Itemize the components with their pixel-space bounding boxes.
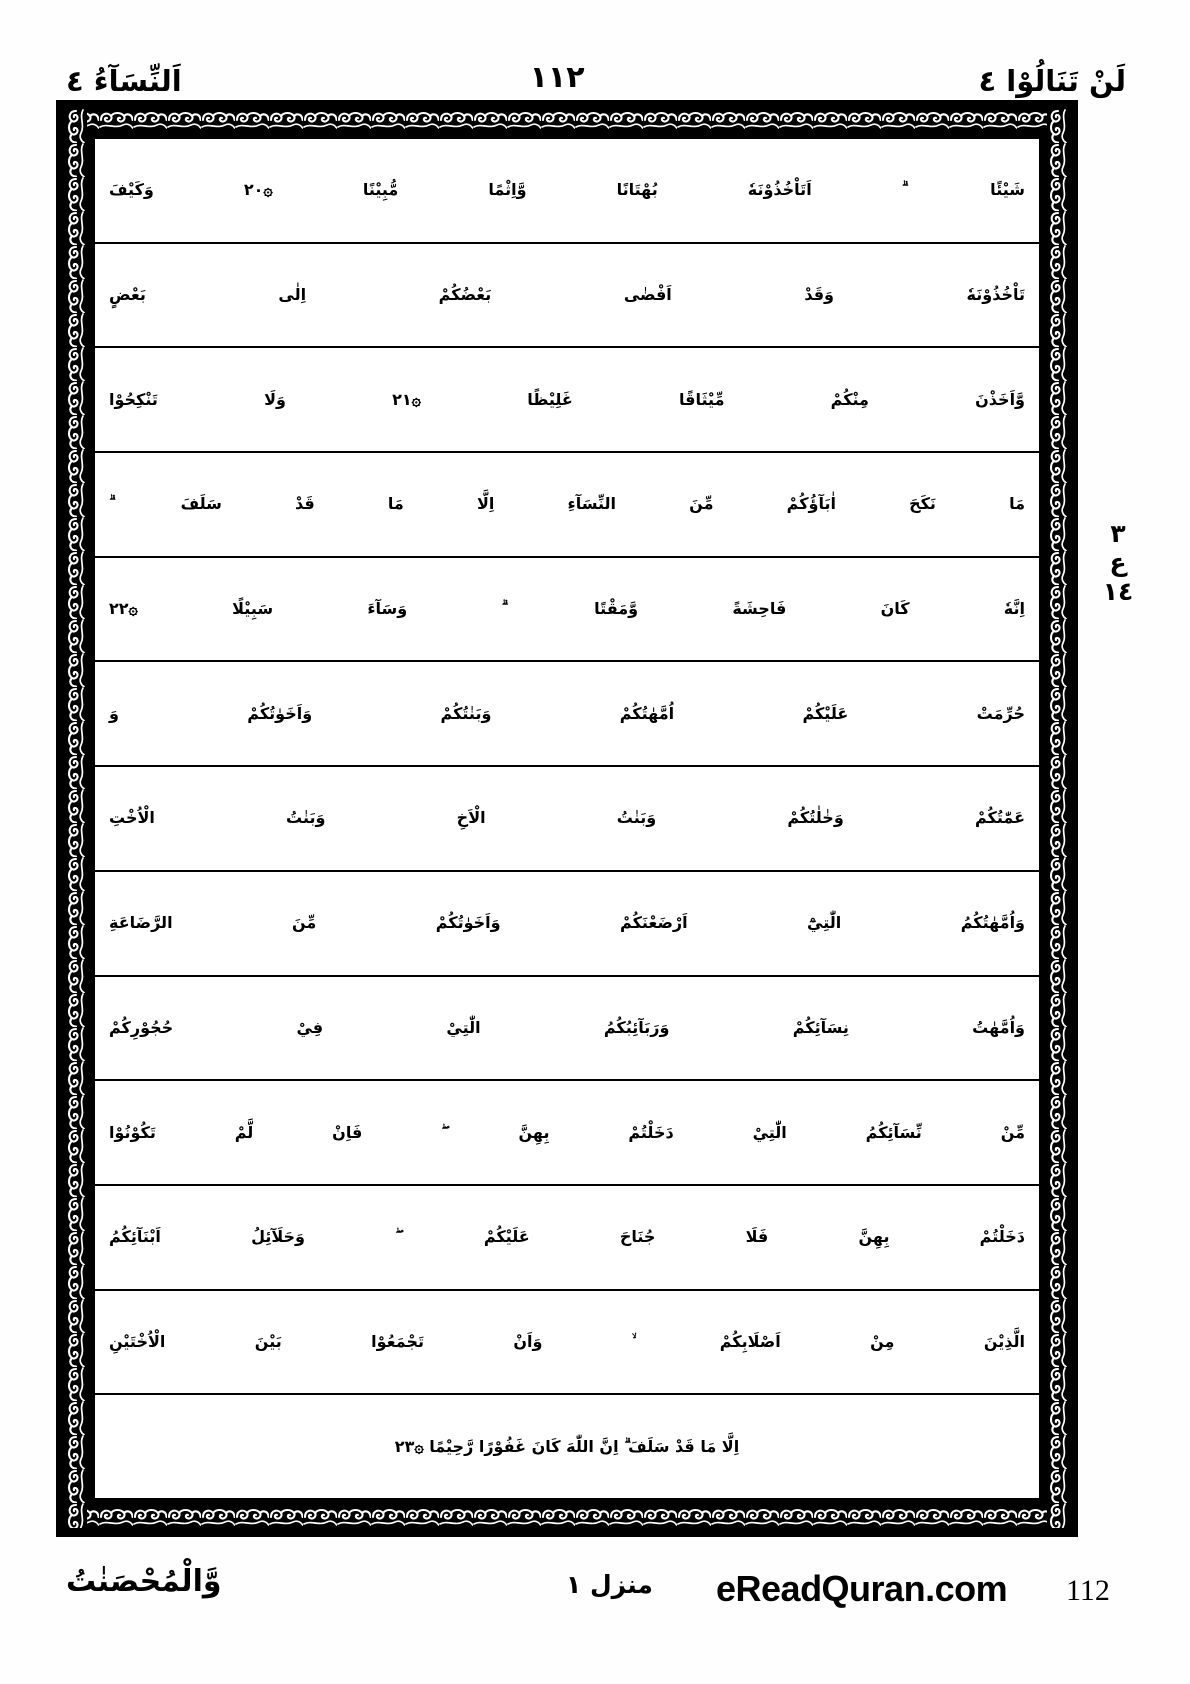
ayah-line xyxy=(95,1186,1039,1291)
ayah-line xyxy=(95,1395,1039,1498)
ayah-line xyxy=(95,453,1039,558)
footer-site-name: eReadQuran.com xyxy=(716,1568,1008,1609)
ayah-line xyxy=(95,558,1039,663)
page-border-frame xyxy=(56,100,1078,1537)
page-header xyxy=(60,34,1130,96)
ayah-line-text: دَخَلْتُمْ بِهِنَّ فَلَا جُنَاحَ عَلَيْكُمْ ۖ وَحَلَآئِلُ اَبْنَآئِكُمُ xyxy=(109,1227,1025,1247)
ayah-line xyxy=(95,348,1039,453)
ayah-line xyxy=(95,767,1039,872)
ayah-line-text: مِّنْ نِّسَآئِكُمُ الّٰتِيْ دَخَلْتُمْ بِهِنَّ ۖ فَاِنْ لَّمْ تَكُوْنُوْا xyxy=(109,1122,1025,1142)
ornamental-band xyxy=(65,109,1069,1528)
ayah-line-text: تَاْخُذُوْنَهٗ وَقَدْ اَفْضٰى بَعْضُكُمْ اِلٰى بَعْضٍ xyxy=(109,285,1025,305)
ayah-line-text: حُرِّمَتْ عَلَيْكُمْ اُمَّهٰتُكُمْ وَبَنٰتُكُمْ وَاَخَوٰتُكُمْ وَ xyxy=(109,703,1025,723)
ruku-marker-line-1: ٣ xyxy=(1110,519,1126,548)
ornament-bottom-icon xyxy=(65,1506,1069,1528)
footer-manzil-label: منزل ١ xyxy=(566,1570,653,1599)
ayah-line xyxy=(95,139,1039,244)
ayah-line-text: وَّاَخَذْنَ مِنْكُمْ مِّيْثَاقًا غَلِيْظًا ۞٢١ وَلَا تَنْكِحُوْا xyxy=(109,389,1026,409)
ornament-right-icon xyxy=(1047,109,1069,1528)
ayah-line-text: اِنَّهٗ كَانَ فَاحِشَةً وَّمَقْتًا ۗ وَسَآءَ سَبِيْلًا ۞٢٢ xyxy=(109,599,1025,619)
footer-page-number: 112 xyxy=(1066,1574,1110,1607)
ornament-top-icon xyxy=(65,109,1069,131)
ruku-marker-line-2: ع xyxy=(1109,547,1127,577)
quran-text-panel xyxy=(93,137,1041,1500)
header-page-number-arabic: ١١٢ xyxy=(529,60,585,95)
footer-catchword: وَّالْمُحْصَنٰتُ xyxy=(66,1564,222,1599)
ayah-line-text: شَيْئًا ۗ اَتَاْخُذُوْنَهٗ بُهْتَانًا وَّاِثْمًا مُّبِيْنًا ۞٢٠ وَكَيْفَ xyxy=(109,180,1025,200)
ayah-line xyxy=(95,244,1039,349)
header-surah-name: اَلنِّسَآءُ ٤ xyxy=(66,64,182,98)
ayah-line xyxy=(95,872,1039,977)
page-footer xyxy=(56,1560,1150,1640)
ornament-left-icon xyxy=(65,109,87,1528)
ayah-line-text: مَا نَكَحَ اٰبَآؤُكُمْ مِّنَ النِّسَآءِ اِلَّا مَا قَدْ سَلَفَ ۗ xyxy=(109,494,1025,514)
ayah-line-text: الَّذِيْنَ مِنْ اَصْلَابِكُمْ ۙ وَاَنْ تَجْمَعُوْا بَيْنَ الْاُخْتَيْنِ xyxy=(109,1331,1025,1351)
ayah-line-text: وَاُمَّهٰتُكُمُ الّٰتِيْٓ اَرْضَعْنَكُمْ وَاَخَوٰتُكُمْ مِّنَ الرَّضَاعَةِ xyxy=(109,913,1025,933)
header-juz-name: لَنْ تَنَالُوْا ٤ xyxy=(978,64,1126,98)
ayah-line-text: اِلَّا مَا قَدْ سَلَفَ ۗ اِنَّ اللّٰهَ كَانَ غَفُوْرًا رَّحِيْمًا ۞٢٣ xyxy=(394,1436,740,1456)
ayah-line xyxy=(95,1081,1039,1186)
ruku-marker-line-3: ١٤ xyxy=(1102,576,1134,606)
ayah-line xyxy=(95,1291,1039,1396)
ayah-line xyxy=(95,662,1039,767)
ayah-line-text: وَاُمَّهٰتُ نِسَآئِكُمْ وَرَبَآئِبُكُمُ الّٰتِيْ فِيْ حُجُوْرِكُمْ xyxy=(109,1017,1025,1037)
ruku-marker xyxy=(1088,520,1148,606)
ayah-line xyxy=(95,977,1039,1082)
ayah-line-text: عَمّٰتُكُمْ وَخٰلٰتُكُمْ وَبَنٰتُ الْاَخِ وَبَنٰتُ الْاُخْتِ xyxy=(109,808,1025,828)
